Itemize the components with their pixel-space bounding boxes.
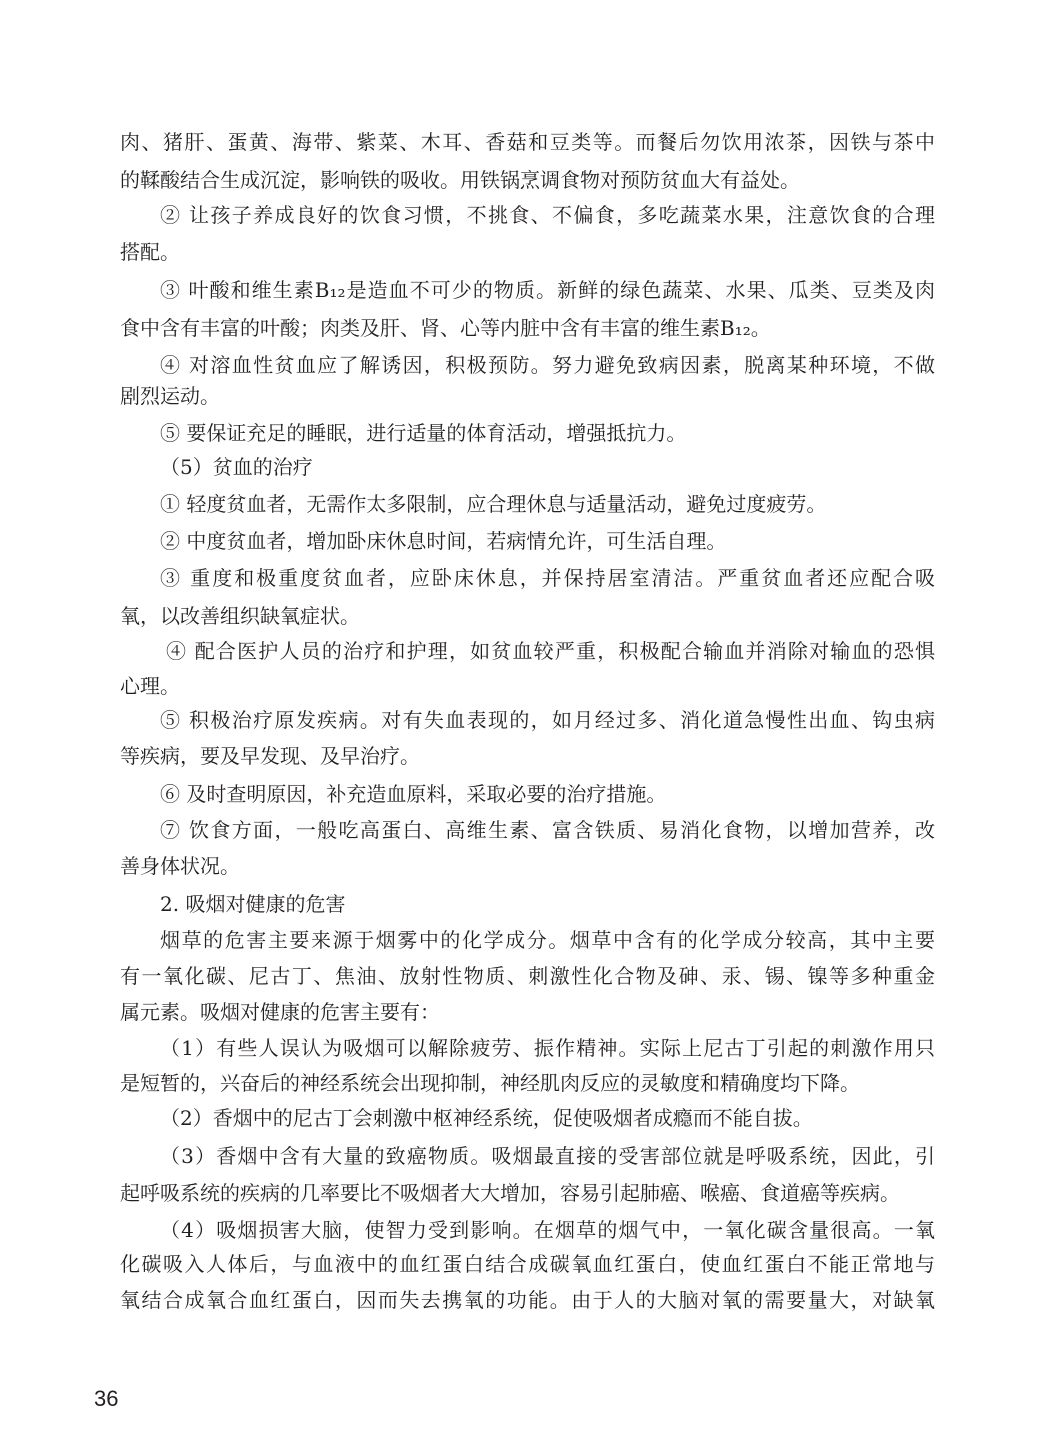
- text-line: ④ 配合医护人员的治疗和护理，如贫血较严重，积极配合输血并消除对输血的恐惧: [166, 639, 935, 663]
- text-line: ② 让孩子养成良好的饮食习惯，不挑食、不偏食，多吃蔬菜水果，注意饮食的合理: [160, 203, 935, 227]
- text-line: 搭配。: [120, 240, 180, 264]
- text-line: ⑤ 积极治疗原发疾病。对有失血表现的，如月经过多、消化道急慢性出血、钩虫病: [160, 708, 935, 732]
- text-line: ② 中度贫血者，增加卧床休息时间，若病情允许，可生活自理。: [160, 529, 727, 553]
- text-line: 烟草的危害主要来源于烟雾中的化学成分。烟草中含有的化学成分较高，其中主要: [160, 928, 935, 952]
- text-line: 食中含有丰富的叶酸；肉类及肝、肾、心等内脏中含有丰富的维生素B₁₂。: [120, 316, 771, 340]
- section-heading: （5）贫血的治疗: [160, 455, 313, 479]
- text-line: 等疾病，要及早发现、及早治疗。: [120, 744, 420, 768]
- text-line: ⑦ 饮食方面，一般吃高蛋白、高维生素、富含铁质、易消化食物，以增加营养，改: [160, 818, 935, 842]
- text-line: ① 轻度贫血者，无需作太多限制，应合理休息与适量活动，避免过度疲劳。: [160, 492, 827, 516]
- text-line: 肉、猪肝、蛋黄、海带、紫菜、木耳、香菇和豆类等。而餐后勿饮用浓茶，因铁与茶中: [120, 130, 935, 154]
- text-line: （3）香烟中含有大量的致癌物质。吸烟最直接的受害部位就是呼吸系统，因此，引: [160, 1144, 935, 1168]
- text-line: 剧烈运动。: [120, 384, 220, 408]
- text-line: ⑥ 及时查明原因，补充造血原料，采取必要的治疗措施。: [160, 782, 667, 806]
- text-line: 氧结合成氧合血红蛋白，因而失去携氧的功能。由于人的大脑对氧的需要量大，对缺氧: [120, 1288, 935, 1312]
- text-line: 心理。: [120, 674, 180, 698]
- text-line: 是短暂的，兴奋后的神经系统会出现抑制，神经肌肉反应的灵敏度和精确度均下降。: [120, 1071, 860, 1095]
- text-line: 的鞣酸结合生成沉淀，影响铁的吸收。用铁锅烹调食物对预防贫血大有益处。: [120, 168, 800, 192]
- text-line: （1）有些人误认为吸烟可以解除疲劳、振作精神。实际上尼古丁引起的刺激作用只: [160, 1036, 935, 1060]
- text-line: 有一氧化碳、尼古丁、焦油、放射性物质、刺激性化合物及砷、汞、锡、镍等多种重金: [120, 964, 935, 988]
- text-line: 善身体状况。: [120, 854, 240, 878]
- text-line: （4）吸烟损害大脑，使智力受到影响。在烟草的烟气中，一氧化碳含量很高。一氧: [160, 1218, 935, 1242]
- text-line: （2）香烟中的尼古丁会刺激中枢神经系统，促使吸烟者成瘾而不能自拔。: [160, 1106, 813, 1130]
- text-line: 起呼吸系统的疾病的几率要比不吸烟者大大增加，容易引起肺癌、喉癌、食道癌等疾病。: [120, 1181, 900, 1205]
- section-heading: 2. 吸烟对健康的危害: [160, 892, 346, 916]
- text-line: ⑤ 要保证充足的睡眠，进行适量的体育活动，增强抵抗力。: [160, 421, 687, 445]
- page-number: 36: [94, 1386, 119, 1411]
- text-line: ③ 叶酸和维生素B₁₂是造血不可少的物质。新鲜的绿色蔬菜、水果、瓜类、豆类及肉: [160, 278, 935, 302]
- text-line: 属元素。吸烟对健康的危害主要有：: [120, 1000, 440, 1024]
- text-line: ④ 对溶血性贫血应了解诱因，积极预防。努力避免致病因素，脱离某种环境，不做: [160, 353, 935, 377]
- text-line: 氧，以改善组织缺氧症状。: [120, 604, 360, 628]
- text-line: ③ 重度和极重度贫血者，应卧床休息，并保持居室清洁。严重贫血者还应配合吸: [160, 566, 935, 590]
- text-line: 化碳吸入人体后，与血液中的血红蛋白结合成碳氧血红蛋白，使血红蛋白不能正常地与: [120, 1252, 935, 1276]
